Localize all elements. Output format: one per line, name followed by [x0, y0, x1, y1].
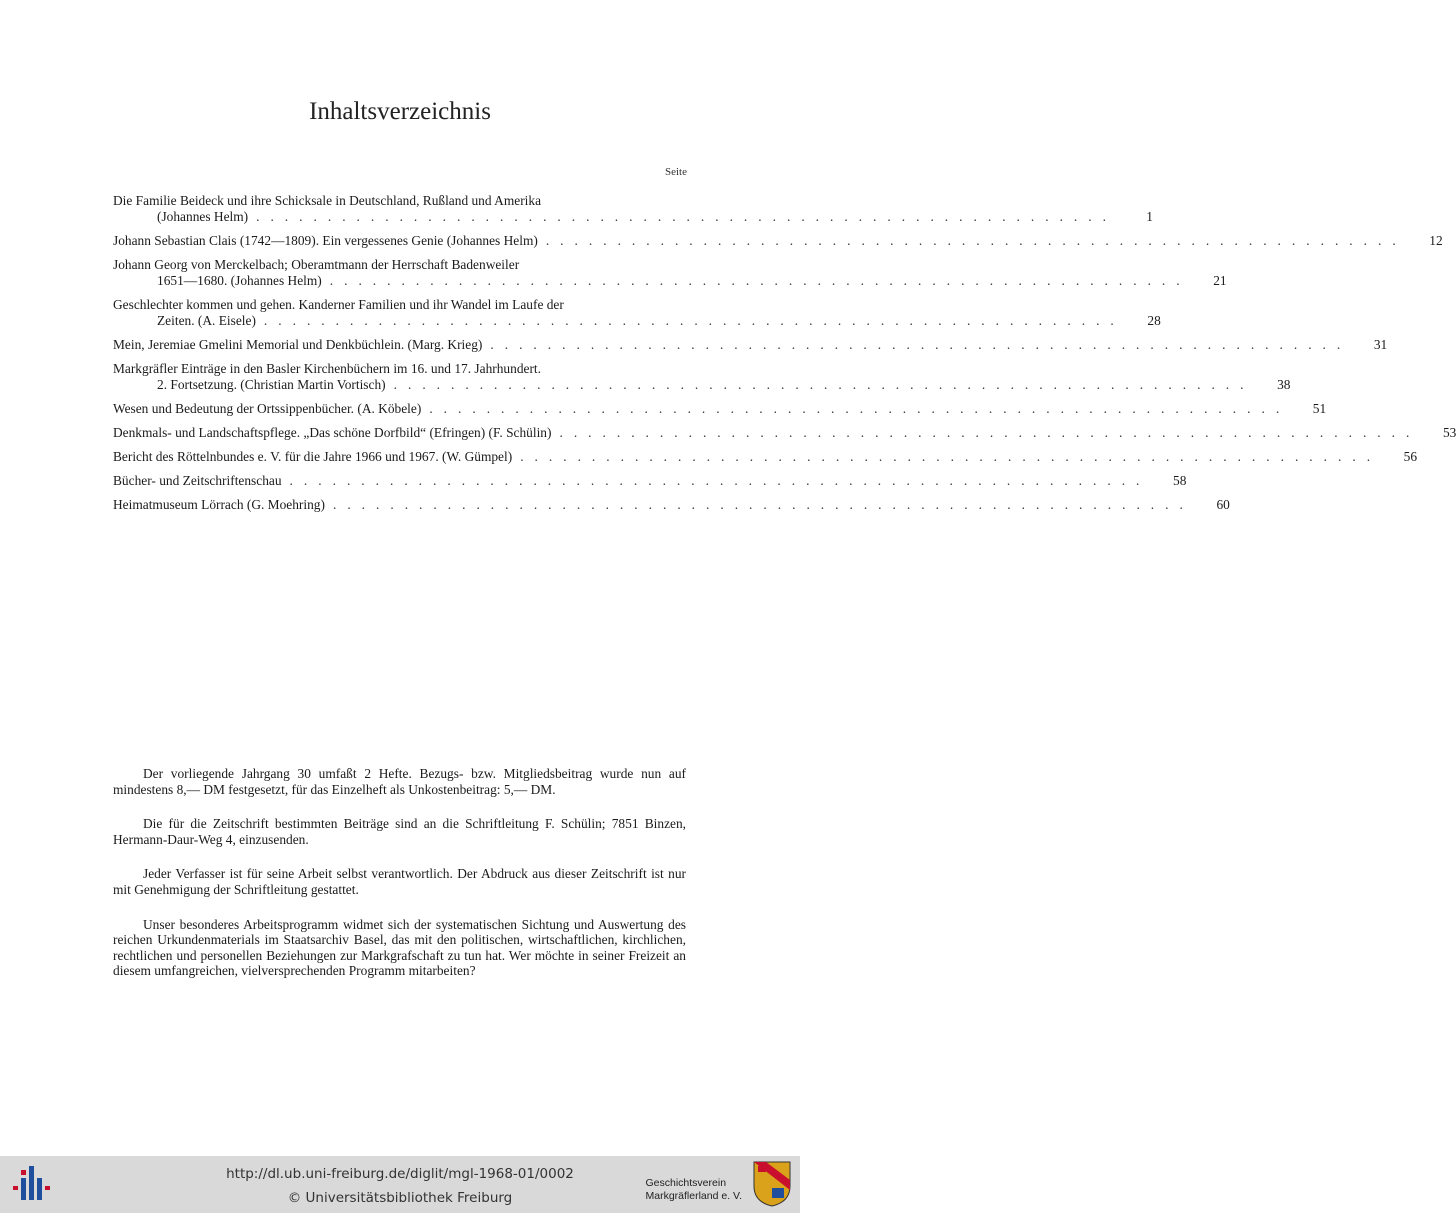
- toc-entry-title-line: Johann Sebastian Clais (1742—1809). Ein vergessenes Genie (Johannes Helm): [113, 233, 538, 248]
- toc-entry: [113, 473, 1187, 489]
- toc-entry: [113, 233, 1443, 249]
- toc-entry: [113, 361, 1291, 393]
- toc-entry-title-line: Denkmals- und Landschaftspflege. „Das schöne Dorfbild“ (Efringen) (F. Schülin): [113, 425, 552, 440]
- toc-entry-title-line: 2. Fortsetzung. (Christian Martin Vortisch): [157, 377, 386, 392]
- toc-entry-row: [113, 209, 1153, 225]
- toc-entry: [113, 497, 1230, 513]
- dot-leader: ............................................................: [289, 473, 1151, 488]
- page-title: Inhaltsverzeichnis: [309, 98, 491, 125]
- society-name-line2: Markgräflerland e. V.: [645, 1190, 742, 1202]
- toc-entry: [113, 425, 1456, 441]
- toc-entry-title-line: Markgräfler Einträge in den Basler Kirchenbüchern im 16. und 17. Jahrhundert.: [113, 361, 541, 376]
- dot-leader: ............................................................: [332, 497, 1194, 512]
- toc-entry-row: [113, 313, 1161, 329]
- dot-leader: ............................................................: [329, 273, 1191, 288]
- toc-page-number: 58: [1173, 473, 1187, 488]
- toc-entry-row: [113, 473, 1187, 489]
- copyright-notice: © Universitätsbibliothek Freiburg: [287, 1190, 513, 1206]
- toc-page-number: 51: [1312, 401, 1327, 416]
- toc-entry-title-line: Wesen und Bedeutung der Ortssippenbücher. (A. Köbele): [113, 401, 422, 416]
- toc-page-number: 56: [1403, 449, 1418, 464]
- toc-entry-row: [113, 425, 1456, 441]
- toc-entry-row: [113, 449, 1418, 465]
- toc-entry-title-line: Bücher- und Zeitschriftenschau: [113, 473, 282, 488]
- dot-leader: ............................................................: [429, 401, 1291, 416]
- toc-entry-row: [113, 497, 1230, 513]
- note-paragraph: Der vorliegende Jahrgang 30 umfaßt 2 Hefte. Bezugs- bzw. Mitgliedsbeitrag wurde nun auf mindestens 8,— DM festgesetzt, für das Einzelheft als Unkostenbeitrag: 5,— DM.: [113, 766, 686, 797]
- toc-entry: [113, 193, 1153, 225]
- toc-entry-title-line: (Johannes Helm): [157, 209, 249, 224]
- society-name-line1: Geschichtsverein: [645, 1177, 727, 1189]
- toc-entry-title-line: Zeiten. (A. Eisele): [157, 313, 256, 328]
- dot-leader: ............................................................: [559, 425, 1421, 440]
- toc-page-number: 21: [1213, 273, 1227, 288]
- toc-entry-title-line: Mein, Jeremiae Gmelini Memorial und Denkbüchlein. (Marg. Krieg): [113, 337, 483, 352]
- editorial-notes: [113, 766, 686, 998]
- dot-leader: ............................................................: [256, 209, 1117, 224]
- toc-entry-title-line: Die Familie Beideck und ihre Schicksale in Deutschland, Rußland und Amerika: [113, 193, 542, 208]
- toc-entry: [113, 401, 1327, 417]
- toc-entry-title-line: 1651—1680. (Johannes Helm): [157, 273, 322, 288]
- toc-page-number: 31: [1373, 337, 1388, 352]
- toc-entry: [113, 337, 1388, 353]
- toc-entry-row: [113, 273, 1227, 289]
- toc-page-number: 38: [1277, 377, 1291, 392]
- note-paragraph: Die für die Zeitschrift bestimmten Beiträge sind an die Schriftleitung F. Schülin; 7851 Binzen, Hermann-Daur-Weg 4, einzusenden.: [113, 816, 686, 847]
- toc-entry: [113, 297, 1161, 329]
- dot-leader: ............................................................: [520, 449, 1382, 464]
- toc-entry: [113, 257, 1227, 289]
- toc-page-number: 53: [1442, 425, 1456, 440]
- society-name[interactable]: [646, 1177, 743, 1203]
- toc-page-number: 12: [1429, 233, 1443, 248]
- dot-leader: ............................................................: [393, 377, 1255, 392]
- toc-entry-row: [113, 401, 1327, 417]
- document-url-link[interactable]: http://dl.ub.uni-freiburg.de/diglit/mgl-1968-01/0002: [226, 1166, 574, 1182]
- toc-entry-title-line: Geschlechter kommen und gehen. Kanderner Familien und ihr Wandel im Laufe der: [113, 297, 564, 312]
- dot-leader: ............................................................: [490, 337, 1352, 352]
- toc-page-number: 1: [1146, 209, 1153, 224]
- toc-entry-title-line: Heimatmuseum Lörrach (G. Moehring): [113, 497, 325, 512]
- toc-page-number: 28: [1147, 313, 1161, 328]
- toc-entry: [113, 449, 1418, 465]
- note-paragraph: Unser besonderes Arbeitsprogramm widmet sich der systematischen Sichtung und Auswertung des reichen Urkundenmaterials im Staatsarchiv Basel, das mit den politischen, wirtschaftlichen, kirchlichen, rechtlichen und personellen Beziehungen zur Markgrafschaft zu tun hat. Wer möchte in seiner Freizeit an diesem umfangreichen, vielversprechenden Programm mitarbeiten?: [113, 916, 686, 979]
- toc-page-number: 60: [1216, 497, 1230, 512]
- toc-entry-title-line: Johann Georg von Merckelbach; Oberamtmann der Herrschaft Badenweiler: [113, 257, 520, 272]
- toc-entry-row: [113, 337, 1388, 353]
- page-column-label: Seite: [665, 166, 687, 178]
- table-of-contents: [113, 193, 1456, 521]
- note-paragraph: Jeder Verfasser ist für seine Arbeit selbst verantwortlich. Der Abdruck aus dieser Zeitschrift ist nur mit Genehmigung der Schriftleitung gestattet.: [113, 866, 686, 897]
- coat-of-arms-icon[interactable]: [752, 1160, 792, 1208]
- toc-entry-title-line: Bericht des Röttelnbundes e. V. für die Jahre 1966 und 1967. (W. Gümpel): [113, 449, 513, 464]
- dot-leader: ............................................................: [263, 313, 1125, 328]
- viewer-footer: [0, 1156, 800, 1213]
- dot-leader: ............................................................: [545, 233, 1407, 248]
- toc-entry-row: [113, 233, 1443, 249]
- toc-entry-row: [113, 377, 1291, 393]
